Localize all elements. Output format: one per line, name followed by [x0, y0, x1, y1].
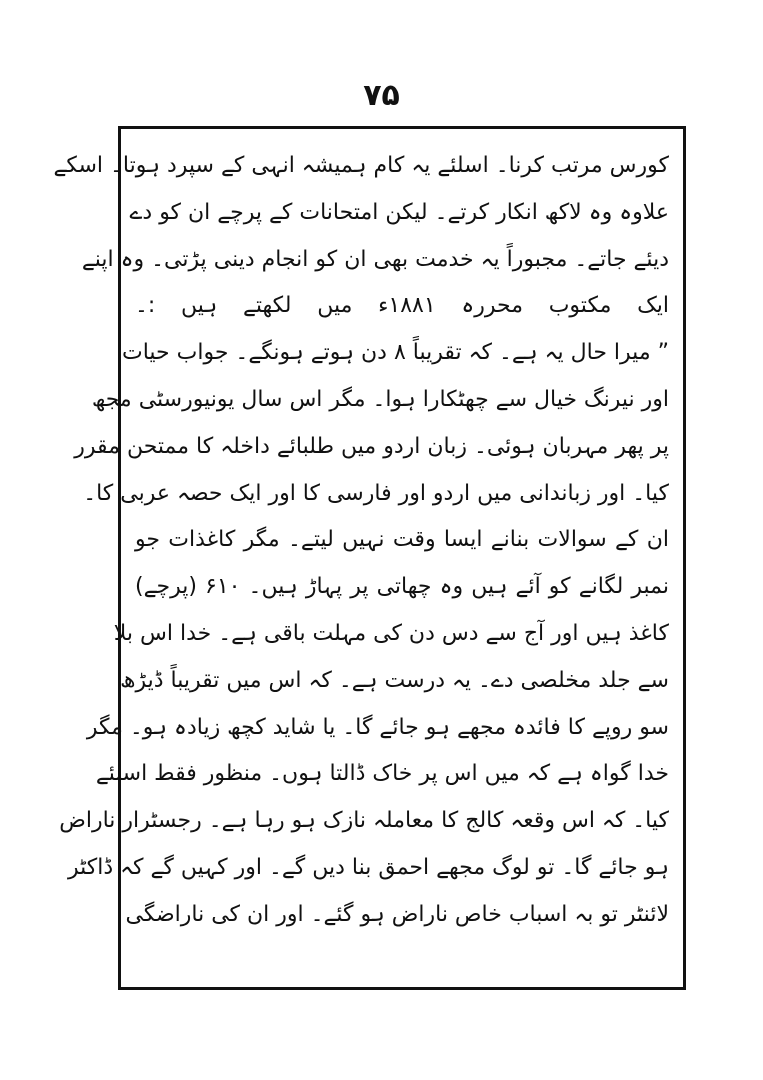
- text-line: اور نیرنگ خیال سے چھٹکارا ہوا۔ مگر اس سال یونیورسٹی مجھ: [91, 386, 669, 412]
- text-line: کاغذ ہیں اور آج سے دس دن کی مہلت باقی ہے۔ خدا اس بلا: [113, 620, 669, 646]
- text-line: لائنٹر تو بہ اسباب خاص ناراض ہو گئے۔ اور ان کی ناراضگی: [125, 901, 669, 927]
- page-number: ۷۵: [363, 78, 400, 113]
- text-line: علاوہ وہ لاکھ انکار کرتے۔ لیکن امتحانات کے پرچے ان کو دے: [129, 199, 669, 225]
- text-line: ہو جائے گا۔ تو لوگ مجھے احمق بنا دیں گے۔ اور کہیں گے کہ ڈاکٹر: [68, 854, 669, 880]
- text-line: کورس مرتب کرنا۔ اسلئے یہ کام ہمیشہ انہی کے سپرد ہوتا۔ اسکے: [53, 153, 669, 178]
- text-line: ایک مکتوب محررہ ۱۸۸۱ء میں لکھتے ہیں :۔: [135, 293, 669, 319]
- text-line: سو روپے کا فائدہ مجھے ہو جائے گا۔ یا شاید کچھ زیادہ ہو۔ مگر: [86, 714, 669, 740]
- text-line: پر پھر مہربان ہوئی۔ زبان اردو میں طلبائے داخلہ کا ممتحن مقرر: [74, 433, 669, 459]
- body-text: [53, 143, 669, 939]
- text-line: کیا۔ اور زباندانی میں اردو اور فارسی کا اور ایک حصہ عربی کا۔: [83, 480, 669, 506]
- text-line: ان کے سوالات بنانے ایسا وقت نہیں لیتے۔ مگر کاغذات جو: [135, 527, 669, 553]
- text-line: دیئے جاتے۔ مجبوراً یہ خدمت بھی ان کو انجام دینی پڑتی۔ وہ اپنے: [81, 246, 669, 272]
- text-line: ” میرا حال یہ ہے۔ کہ تقریباً ۸ دن ہوتے ہونگے۔ جواب حیات: [122, 340, 669, 366]
- text-line: کیا۔ کہ اس وقعہ کالج کا معاملہ نازک ہو رہا ہے۔ رجسٹرار ناراض: [59, 808, 669, 834]
- text-frame: [53, 126, 686, 990]
- text-line: خدا گواہ ہے کہ میں اس پر خاک ڈالتا ہوں۔ منظور فقط اسلئے: [95, 761, 669, 787]
- text-line: سے جلد مخلصی دے۔ یہ درست ہے۔ کہ اس میں تقریباً ڈیڑھ: [120, 667, 669, 693]
- text-line: نمبر لگانے کو آئے ہیں وہ چھاتی پر پہاڑ ہیں۔ ۶۱۰ (پرچے): [135, 574, 669, 600]
